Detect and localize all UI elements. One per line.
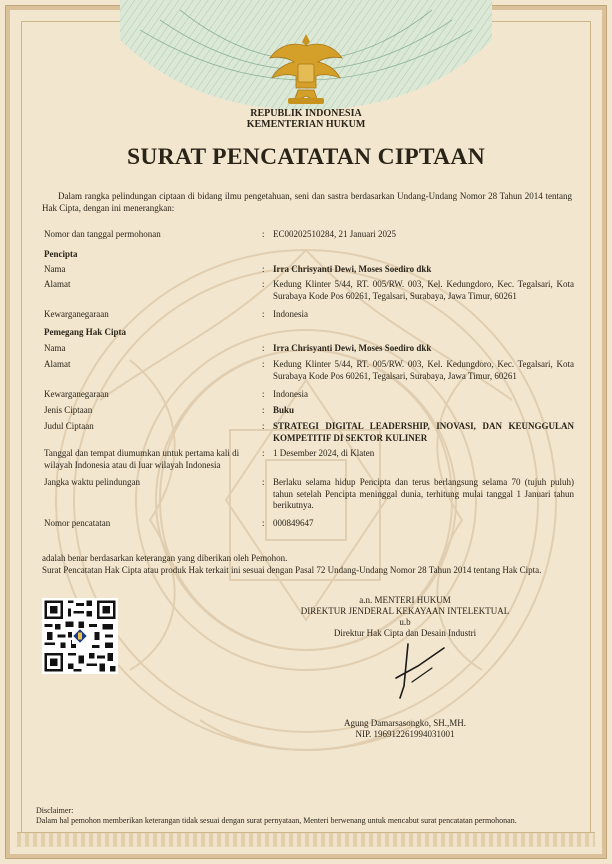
disclaimer-text: Dalam hal pemohon memberikan keterangan tidak sesuai dengan surat pernyataan, Menteri berwenang untuk mencabut surat pencatatan permohonan. (36, 816, 517, 825)
certificate-page: REPUBLIK INDONESIA KEMENTERIAN HUKUM SURAT PENCATATAN CIPTAAN Dalam rangka pelindungan ciptaan di bidang ilmu pengetahuan, seni dan sastra berdasarkan Undang-Undang Nomor 28 Tahun 2014 tentang Hak Cipta, dengan ini menerangkan: Nomor dan tanggal permohonan : EC00202510284, 21 Januari 2025 Pencipta Nama : Irra Chrisyanti Dewi, Moses Soediro dkk Alamat : Kedung Klinter 5/44, RT. 005/RW. 003, Kel. Kedungdoro, Kec. Tegalsari, Kota Surabaya Kode Pos 60261, Tegalsari, Surabaya, Jawa Timur, 60261 Kewarganegaraan : Indonesia Pemegang Hak Cipta Nama : Irra Chrisyanti Dewi, Moses Soediro dkk Alamat : Kedung Klinter 5/44, RT. 005/RW. 003, Kel. Kedungdoro, Kec. Tegalsari, Kota Surabaya Kode Pos 60261, Tegalsari, Surabaya, Jawa Timur, 60261 Kewarganegaraan : Indonesia Jenis Ciptaan : Buku Judul Ciptaan : STRATEGI DIGITAL LEADERSHIP, INOVASI, DAN KEUNGGULAN KOMPETITIF DI SEKTOR KULINER Tanggal dan tempat diumumkan untuk pertama kali di wilayah Indonesia atau di luar wilayah Indonesia : 1 Desember 2024, di Klaten Jangka waktu pelindungan : Berlaku selama hidup Pencipta dan terus berlangsung selama 70 (tujuh puluh) tahun setelah Pencipta meninggal dunia, terhitung mulai tanggal 1 Januari tahun berikutnya. Nomor pencatatan : 000849647 adalah benar berdasarkan keterangan yang diberikan oleh Pemohon. Surat Pencatatan Hak Cipta atau produk Hak terkait ini sesuai dengan Pasal 72 Undang-Undang Nomor 28 Tahun 2014 tentang Hak Cipta. a.n. MENTERI HUKUM DIREKTUR JENDERAL KEKAYAAN INTELEKTUAL u.b Direktur Hak Cipta dan Desain Industri Agung Damarsasongko, SH.,MH. NIP. 196912261994031001 Disclaimer: Dalam hal pemohon memberikan keterangan tidak sesuai dengan surat pernyataan, Menteri berwenang untuk mencabut surat pencatatan permohonan. (0, 0, 612, 864)
holder-citizenship-value: Indonesia (273, 389, 308, 399)
signatory-ub: u.b (399, 617, 411, 627)
qr-code-icon (42, 598, 118, 674)
holder-address-value: Kedung Klinter 5/44, RT. 005/RW. 003, Kel. Kedungdoro, Kec. Tegalsari, Kota Surabaya Kode Pos 60261, Tegalsari, Surabaya, Jawa Timur, 60261 (273, 359, 574, 381)
creator-section-heading: Pencipta (44, 249, 78, 259)
application-value: EC00202510284, 21 Januari 2025 (273, 229, 396, 239)
signatory-on-behalf: a.n. MENTERI HUKUM (359, 595, 451, 605)
announcement-value: 1 Desember 2024, di Klaten (273, 448, 375, 458)
page-title: SURAT PENCATATAN CIPTAAN (127, 144, 485, 170)
holder-name-value: Irra Chrisyanti Dewi, Moses Soediro dkk (273, 343, 432, 353)
creator-name-value: Irra Chrisyanti Dewi, Moses Soediro dkk (273, 264, 432, 274)
disclaimer-title: Disclaimer: (36, 806, 74, 815)
intro-paragraph: Dalam rangka pelindungan ciptaan di bidang ilmu pengetahuan, seni dan sastra berdasarkan Undang-Undang Nomor 28 Tahun 2014 tentang Hak Cipta, dengan ini menerangkan: (42, 191, 572, 213)
work-type-value: Buku (273, 405, 295, 415)
record-number-value: 000849647 (273, 518, 314, 528)
creator-address-value: Kedung Klinter 5/44, RT. 005/RW. 003, Kel. Kedungdoro, Kec. Tegalsari, Kota Surabaya Kode Pos 60261, Tegalsari, Surabaya, Jawa Timur, 60261 (273, 279, 574, 301)
republic-label: REPUBLIK INDONESIA (250, 108, 362, 119)
signatory-identity (280, 718, 530, 740)
handwritten-signature (360, 638, 460, 702)
field-label: Nomor dan tanggal permohonan (44, 229, 161, 239)
ministry-label: KEMENTERIAN HUKUM (246, 119, 366, 130)
signatory-office: DIREKTUR JENDERAL KEKAYAAN INTELEKTUAL (300, 606, 510, 616)
holder-section-heading: Pemegang Hak Cipta (44, 327, 126, 337)
disclaimer (36, 806, 596, 826)
garuda-emblem-icon (266, 28, 346, 108)
signatory-director: Direktur Hak Cipta dan Desain Industri (333, 628, 477, 638)
protection-value: Berlaku selama hidup Pencipta dan terus berlangsung selama 70 (tujuh puluh) tahun setelah Pencipta meninggal dunia, terhitung mulai tanggal 1 Januari tahun berikutnya. (273, 477, 574, 510)
closing-statement: adalah benar berdasarkan keterangan yang diberikan oleh Pemohon. Surat Pencatatan Hak Cipta atau produk Hak terkait ini sesuai dengan Pasal 72 Undang-Undang Nomor 28 Tahun 2014 tentang Hak Cipta. (42, 553, 542, 575)
signature-block (280, 595, 530, 639)
work-title-value: STRATEGI DIGITAL LEADERSHIP, INOVASI, DAN KEUNGGULAN KOMPETITIF DI SEKTOR KULINER (273, 421, 574, 443)
signatory-name: Agung Damarsasongko, SH.,MH. (344, 718, 466, 728)
signatory-nip: NIP. 196912261994031001 (355, 729, 455, 739)
creator-citizenship-value: Indonesia (273, 309, 308, 319)
bottom-border-band (17, 832, 595, 847)
issuer-header (0, 108, 612, 130)
